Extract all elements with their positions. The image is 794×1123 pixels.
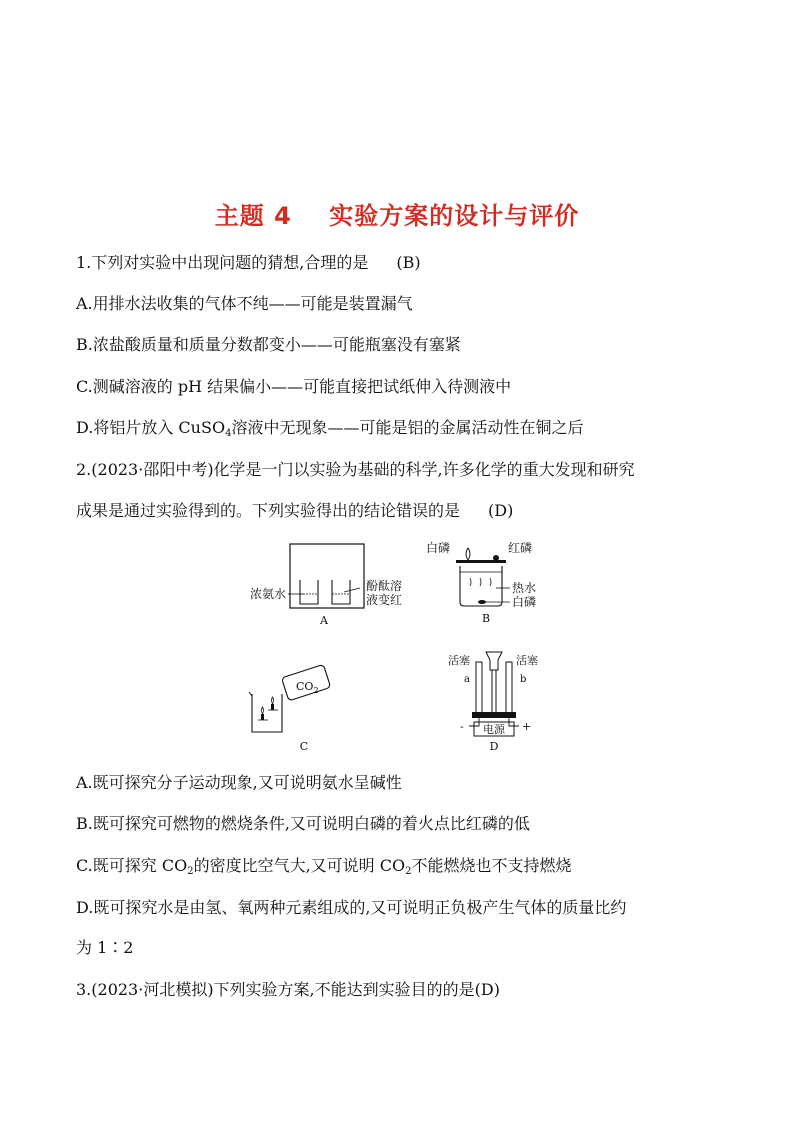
question-1-option-d: D.将铝片放入 CuSO$_4$溶液中无现象——可能是铝的金属活动性在铜之后 xyxy=(76,418,584,439)
caption-a: A xyxy=(320,614,328,627)
figure-c-co2-pouring xyxy=(246,660,346,754)
label-red-phosphorus: 红磷 xyxy=(508,541,533,555)
beaker xyxy=(252,694,282,732)
label-white-phosphorus-top: 白磷 xyxy=(426,541,451,555)
question-1-stem: 1.下列对实验中出现问题的猜想,合理的是 (B) xyxy=(76,253,421,272)
question-2-option-c: C.既可探究 $CO_2$的密度比空气大,又可说明 $CO_2$不能燃烧也不支持燃烧 xyxy=(76,856,572,877)
question-1-answer: (B) xyxy=(396,253,421,272)
funnel xyxy=(486,652,502,670)
figure-b-combustion xyxy=(424,538,544,626)
caption-c: C xyxy=(299,740,309,753)
tube-a xyxy=(476,662,482,714)
figure-d-electrolysis xyxy=(440,646,550,756)
label-plus: + xyxy=(522,720,532,733)
red-phosphorus-dot xyxy=(493,555,499,561)
label-tube-b: b xyxy=(520,674,527,685)
question-1-option-c: C.测碱溶液的 pH 结果偏小——可能直接把试纸伸入待测液中 xyxy=(76,377,512,396)
question-3-stem: 3.(2023·河北模拟)下列实验方案,不能达到实验目的的是(D) xyxy=(76,980,500,999)
question-2-option-b: B.既可探究可燃物的燃烧条件,又可说明白磷的着火点比红磷的低 xyxy=(76,814,530,833)
bell-jar xyxy=(290,544,364,608)
page-title: 主题 4 实验方案的设计与评价 xyxy=(214,202,580,230)
candle-low xyxy=(261,714,264,720)
question-1-option-b: B.浓盐酸质量和质量分数都变小——可能瓶塞没有塞紧 xyxy=(76,335,461,354)
question-2-option-d-line-2: 为 1∶2 xyxy=(76,938,134,957)
tube-b xyxy=(506,662,512,714)
label-tube-a: a xyxy=(464,674,470,685)
question-2-answer: (D) xyxy=(488,501,514,520)
question-1-option-a: A.用排水法收集的气体不纯——可能是装置漏气 xyxy=(76,294,413,313)
figure-a-ammonia-diffusion xyxy=(248,538,403,630)
question-2-stem-line-2: 成果是通过实验得到的。下列实验得出的结论错误的是 (D) xyxy=(76,501,514,520)
white-phosphorus-bottom xyxy=(478,600,486,604)
label-minus: - xyxy=(460,720,464,733)
label-ammonia: 浓氨水 xyxy=(250,587,287,601)
left-beaker xyxy=(300,580,318,604)
question-2-option-a: A.既可探究分子运动现象,又可说明氨水呈碱性 xyxy=(76,773,402,792)
question-2-stem-line-1: 2.(2023·邵阳中考)化学是一门以实验为基础的科学,许多化学的重大发现和研究 xyxy=(76,460,635,479)
label-power: 电源 xyxy=(483,723,505,736)
label-phenolphthalein-2: 液变红 xyxy=(366,593,403,607)
label-white-phosphorus-bottom: 白磷 xyxy=(512,595,537,609)
label-hot-water: 热水 xyxy=(512,581,537,595)
label-phenolphthalein-1: 酚酞溶 xyxy=(366,579,403,593)
bottle-label: $CO_2$ xyxy=(296,680,319,695)
copper-plate xyxy=(456,560,506,563)
caption-d: D xyxy=(489,740,499,753)
caption-b: B xyxy=(481,612,491,625)
candle-high xyxy=(271,704,274,710)
label-valve-left: 活塞 xyxy=(448,654,470,667)
flame xyxy=(466,548,470,560)
base xyxy=(472,712,516,718)
right-beaker xyxy=(332,580,350,604)
label-valve-right: 活塞 xyxy=(516,654,538,667)
question-2-option-d-line-1: D.既可探究水是由氢、氧两种元素组成的,又可说明正负极产生气体的质量比约 xyxy=(76,898,627,917)
